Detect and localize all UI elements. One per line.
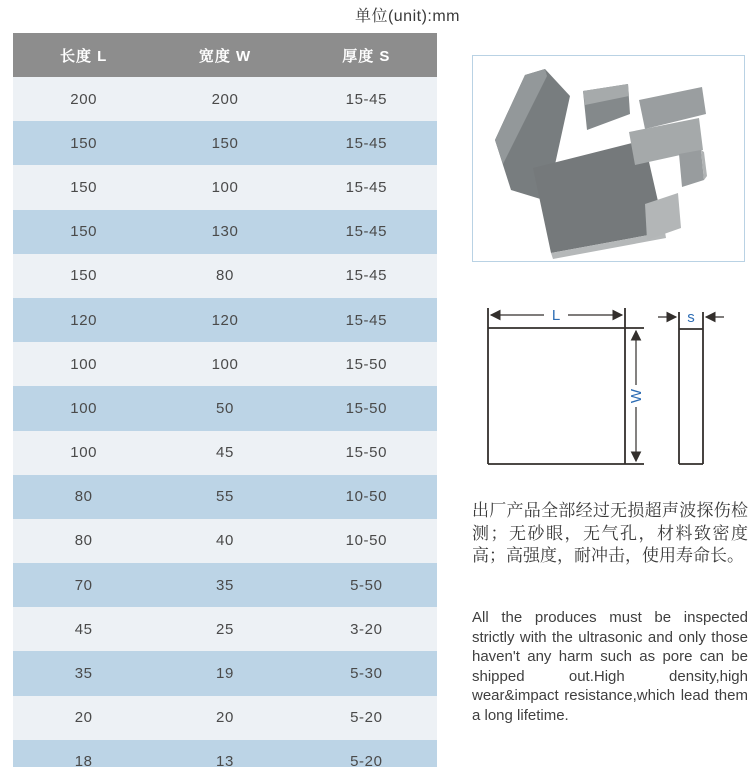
table-cell: 18	[74, 753, 93, 767]
table-row	[13, 165, 437, 209]
description-english: All the produces must be inspected strictly with the ultrasonic and only those haven't any harm such as pore can be shipped out.High density,high wear&impact resistance,which lead them a long lifetime.	[472, 609, 748, 724]
table-cell: 150	[70, 134, 98, 152]
table-cell: 150	[70, 178, 98, 196]
table-row	[13, 431, 437, 475]
table-cell: 15-50	[345, 444, 388, 462]
table-row	[13, 607, 437, 651]
description-chinese: 出厂产品全部经过无损超声波探伤检测；无砂眼，无气孔，材料致密度高；高强度，耐冲击，使用寿命长。	[472, 501, 748, 565]
table-cell: 15-50	[345, 355, 388, 373]
table-row	[13, 651, 437, 695]
table-cell: 15-45	[345, 311, 388, 329]
table-cell: 120	[70, 311, 98, 329]
table-row	[13, 298, 437, 342]
table-cell: 3-20	[350, 620, 383, 638]
width-label: W	[628, 388, 645, 404]
table-cell: 150	[70, 267, 98, 285]
table-cell: 5-20	[350, 709, 383, 727]
table-row	[13, 210, 437, 254]
table-cell: 13	[216, 753, 234, 767]
table-cell: 45	[74, 620, 93, 638]
col-header-length: 长度 L	[13, 33, 154, 77]
table-cell: 19	[216, 665, 234, 683]
side-view-outline	[679, 312, 703, 464]
table-cell: 80	[74, 532, 93, 550]
table-cell: 40	[216, 532, 234, 550]
table-cell: 45	[216, 444, 234, 462]
table-cell: 35	[74, 665, 93, 683]
carbide-plates-illustration	[473, 56, 744, 261]
table-cell: 15-45	[345, 223, 388, 241]
table-cell: 200	[70, 90, 98, 108]
unit-label: 单位(unit):mm	[354, 8, 460, 25]
table-cell: 100	[70, 399, 98, 417]
table-row	[13, 342, 437, 386]
table-header	[13, 33, 437, 77]
dimension-diagram	[472, 300, 746, 475]
table-cell: 55	[216, 488, 234, 506]
table-cell: 20	[216, 709, 234, 727]
table-cell: 200	[211, 90, 239, 108]
table-cell: 15-50	[345, 399, 388, 417]
table-cell: 5-50	[350, 576, 383, 594]
table-cell: 150	[70, 223, 98, 241]
table-row	[13, 475, 437, 519]
table-cell: 15-45	[345, 267, 388, 285]
table-cell: 15-45	[345, 134, 388, 152]
table-cell: 100	[211, 355, 239, 373]
col-header-thickness: 厚度 S	[296, 33, 437, 77]
length-label: L	[551, 307, 561, 324]
table-body	[13, 77, 437, 767]
table-cell: 150	[211, 134, 239, 152]
table-row	[13, 563, 437, 607]
table-row	[13, 696, 437, 740]
table-header-row	[13, 33, 437, 77]
table-row	[13, 121, 437, 165]
table-row	[13, 740, 437, 767]
table-row	[13, 77, 437, 121]
table-row	[13, 519, 437, 563]
table-cell: 25	[216, 620, 234, 638]
carbide-plate	[679, 150, 704, 187]
table-cell: 130	[211, 223, 239, 241]
table-cell: 100	[211, 178, 239, 196]
table-row	[13, 386, 437, 430]
table-cell: 80	[216, 267, 234, 285]
table-cell: 80	[74, 488, 93, 506]
table-cell: 35	[216, 576, 234, 594]
front-view-outline	[488, 308, 644, 464]
table-cell: 120	[211, 311, 239, 329]
table-cell: 50	[216, 399, 234, 417]
table-row	[13, 254, 437, 298]
table-cell: 70	[74, 576, 93, 594]
col-header-width: 宽度 W	[154, 33, 295, 77]
table-cell: 10-50	[345, 488, 388, 506]
table-cell: 100	[70, 355, 98, 373]
product-photo	[472, 55, 745, 262]
thickness-label: s	[687, 309, 695, 326]
table-cell: 20	[74, 709, 93, 727]
table-cell: 5-20	[350, 753, 383, 767]
table-cell: 10-50	[345, 532, 388, 550]
size-spec-table	[13, 33, 437, 767]
table-cell: 5-30	[350, 665, 383, 683]
table-cell: 100	[70, 444, 98, 462]
table-cell: 15-45	[345, 90, 388, 108]
table-cell: 15-45	[345, 178, 388, 196]
